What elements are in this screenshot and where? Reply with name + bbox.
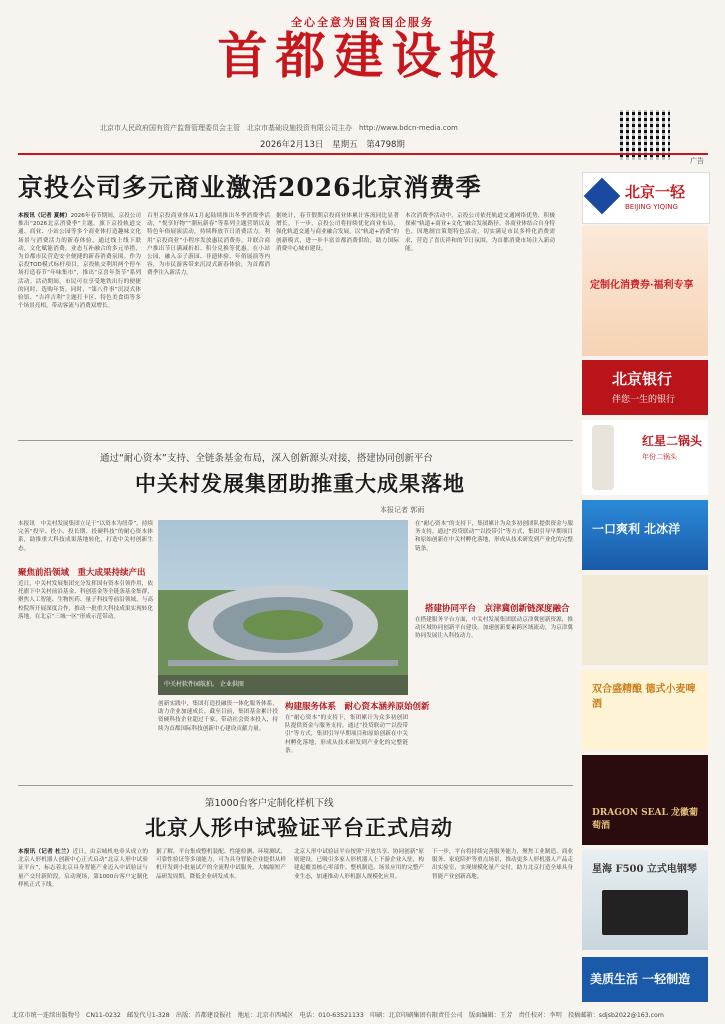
story1-headline: 京投公司多元商业激活2026北京消费季 [18, 173, 482, 202]
story3-col1: 本报讯（记者 杜兰）近日，由京城机电牵头成立的北京人形机器人创新中心正式启动“北京人形中试验证平台”，标志着北京具身智能产业迈入中试验证与量产交付新阶段。启动现场，第1000台客户定制化样机正式下线。 [18, 849, 148, 888]
story1-col2: 百里京投商业体从1月起陆续推出冬季消费季活动，“悦享好物”“潮玩新春”等系列主题营销以及特色年俗展演活动，持续释放节日消费活力。利用“京投商业”小程序发放惠民消费券，并联合商户推出节日满减折扣、积分兑换等优惠。在小站公园，融入亲子游园、非遗体验、年俗展演等内容，为市民游客带来沉浸式新春体验，为首都消费季注入新活力。 [147, 213, 270, 277]
ad-consumption-voucher[interactable]: 定制化消费券·福利专享 [582, 226, 708, 356]
story2-section1: 聚焦前沿领域 重大成果持续产出 [18, 568, 146, 578]
story1-col1: 本报讯（记者 夏树）2026年春节期间，京投公司推出“2026北京消费季”主题，旗下京投轨道交通、商业、小站公园等多个商业体打造趣味文化场景与消费活力的新春体验，通过线上线下联动，文化赋能消费，业态互补融合的多元举措，为首都市民营造安全便捷的新春消费氛围。作为京投TOD模式标杆项目，京投轨交利用两个停车场打造春节“年味集市”，推出“京喜年货节”系列活动。活动期间，市民可在享受地铁出行的便捷的同时，选购年货。同时，“第八件事”沉浸式体验馆、“吉祥吉利”主题打卡区、特色美食街等多个场景亮相，带动客流与消费双增长。 [18, 213, 141, 310]
story2-col2: 近日，中关村发展集团充分发挥国有资本引领作用，依托旗下中关村前沿基金、科创基金等全链条基金集群，聚焦人工智能、生物医药、量子科技等前沿领域，与高校院所开展深度合作，推动一批重大科技成果实现转化落地，在北京“三城一区”形成示范带动。 [18, 581, 153, 620]
story2-kicker: 通过“耐心资本”支持、全链条基金布局，深入创新源头对接，搭建协同创新平台 [100, 453, 433, 464]
story2-col4: 在“耐心资本”的支持下，集团累计为众多初创团队提供资金与服务支持。通过“投贷联动”“以投带引”等方式，集团引导早期项目和原始创新在中关村孵化落地，形成从技术研发到产业化的完整链条。 [285, 715, 408, 754]
story3-col2: 据了解，平台集成整机装配、性能检测、环境测试、可靠性验证等多项能力，可为具身智能企业提供从样机开发到小批量试产的全流程中试服务，大幅缩短产品研发周期，降低企业研发成本。 [156, 849, 286, 880]
story2-section2: 构建服务体系 耐心资本涵养原始创新 [285, 702, 430, 712]
story3-kicker: 第1000台客户定制化样机下线 [205, 798, 334, 809]
ad-dragon-seal[interactable]: DRAGON SEAL 龙徽葡萄酒 [582, 755, 708, 845]
story2-photo-caption: 中关村软件园航拍。 企业供图 [164, 681, 244, 688]
story2-section3: 搭建协同平台 京津冀创新链深度融合 [425, 604, 570, 614]
ad-beijing-yiqing[interactable]: 北京一轻 BEIJING YIQING [582, 172, 710, 224]
masthead-slogan: 全心全意为国资国企服务 [291, 16, 434, 29]
story2-col5: 在搭建服务平台方面，中关村发展集团联动京津冀创新资源，推动区域协同创新平台建设，加速创新要素跨区域流动，为京津冀协同发展注入科技动力。 [415, 617, 573, 640]
section-divider-2 [18, 785, 573, 786]
ad-bank-of-beijing[interactable]: 北京银行 伴您一生的银行 [582, 360, 708, 415]
ad-piano[interactable]: 星海 F500 立式电钢琴 [582, 850, 708, 950]
section-divider [18, 440, 573, 441]
story3-col3: 北京人形中试验证平台按照“开放共享、协同创新”原则建设，已吸引多家人形机器人上下游企业入驻，构建起覆盖核心零部件、整机制造、场景应用的完整产业生态，加速推动人形机器人规模化应用。 [294, 849, 424, 880]
story2-col1: 本报讯 中关村发展集团立足于“以资本为纽带”，持续完善“投早、投小、投长期、投硬科技”的耐心资本体系，助推重大科技成果落地转化，打造中关村创新生态。 [18, 521, 153, 552]
website-link[interactable]: http://www.bdcn-media.com [359, 124, 458, 132]
story2-photo [158, 520, 408, 695]
ad-products[interactable] [582, 575, 708, 665]
story2-col3: 创新实践中，集团打造投融资一体化服务体系，助力企业加速成长。截至目前，集团基金累计投资硬科技企业超过千家，带动社会资本投入，持续为首都国际科技创新中心建设贡献力量。 [158, 701, 278, 732]
ad-arctic-ocean[interactable]: 一口爽利 北冰洋 [582, 500, 708, 570]
ad-column [582, 162, 708, 1007]
masthead-rule [18, 153, 708, 155]
date: 2026年2月13日 [260, 140, 324, 150]
story2-headline: 中关村发展集团助推重大成果落地 [135, 471, 465, 496]
dateline [260, 138, 405, 150]
masthead-title: 首都建设报 [217, 27, 508, 85]
story1-col3: 据统计，春节假期京投商业体累计客流同比显著增长。下一步，京投公司将持续优化商业布局，强化轨道交通与商业融合发展，以“轨道+消费”的创新模式，进一步丰富首都消费供给，助力国际消费中心城市建设。 [276, 213, 399, 252]
piano-icon [602, 890, 688, 935]
ad-red-star[interactable]: 红星二锅头 年份二锅头 [582, 420, 708, 495]
weekday: 星期五 [332, 140, 358, 150]
bottle-icon [592, 425, 614, 490]
ad-shuanghesheng-beer[interactable]: 双合盛精酿 德式小麦啤酒 [582, 670, 708, 750]
yiqing-logo-icon [584, 178, 621, 215]
issue-number: 第4798期 [366, 140, 405, 150]
footer: 北京市统一连续出版物号 CN11-0232 邮发代号1-328 出版：首都建设报社 地址：北京市西城区 电话：010-63521133 印刷：北京印刷集团有限责任公司 版面编辑：王芳 责任校对：李明 投稿邮箱：sdjsb2022@163.com [12, 1012, 664, 1019]
story2-col4b: 在“耐心资本”的支持下，集团累计为众多初创团队提供资金与服务支持。通过“投贷联动”“以投带引”等方式，集团引导早期项目和原始创新在中关村孵化落地，形成从技术研发到产业化的完整链条。 [415, 521, 573, 552]
story3-col4: 下一步，平台将持续完善服务能力，聚焦工业制造、商业服务、家庭陪护等重点场景，推动更多人形机器人产品走出实验室，实现规模化量产交付，助力北京打造全球具身智能产业创新高地。 [432, 849, 573, 880]
ad-label: 广告 [690, 157, 704, 165]
story1-col4: 本次消费季活动中，京投公司依托轨道交通网络优势，积极探索“轨道+商业+文化”融合发展路径。各商业体结合自身特色，因地制宜策划特色活动，切实满足市民多样化消费需求，营造了喜庆祥和的节日氛围，为首都消费市场注入新动能。 [405, 213, 555, 252]
ad-yiqing-slogan[interactable]: 美质生活 一轻制造 [582, 957, 708, 1002]
story2-byline: 本报记者 郭雨 [380, 506, 425, 514]
publisher-line: 北京市人民政府国有资产监督管理委员会主管 北京市基础设施投资有限公司主办 http://www.bdcn-media.com [100, 124, 458, 132]
story3-headline: 北京人形中试验证平台正式启动 [145, 815, 453, 840]
